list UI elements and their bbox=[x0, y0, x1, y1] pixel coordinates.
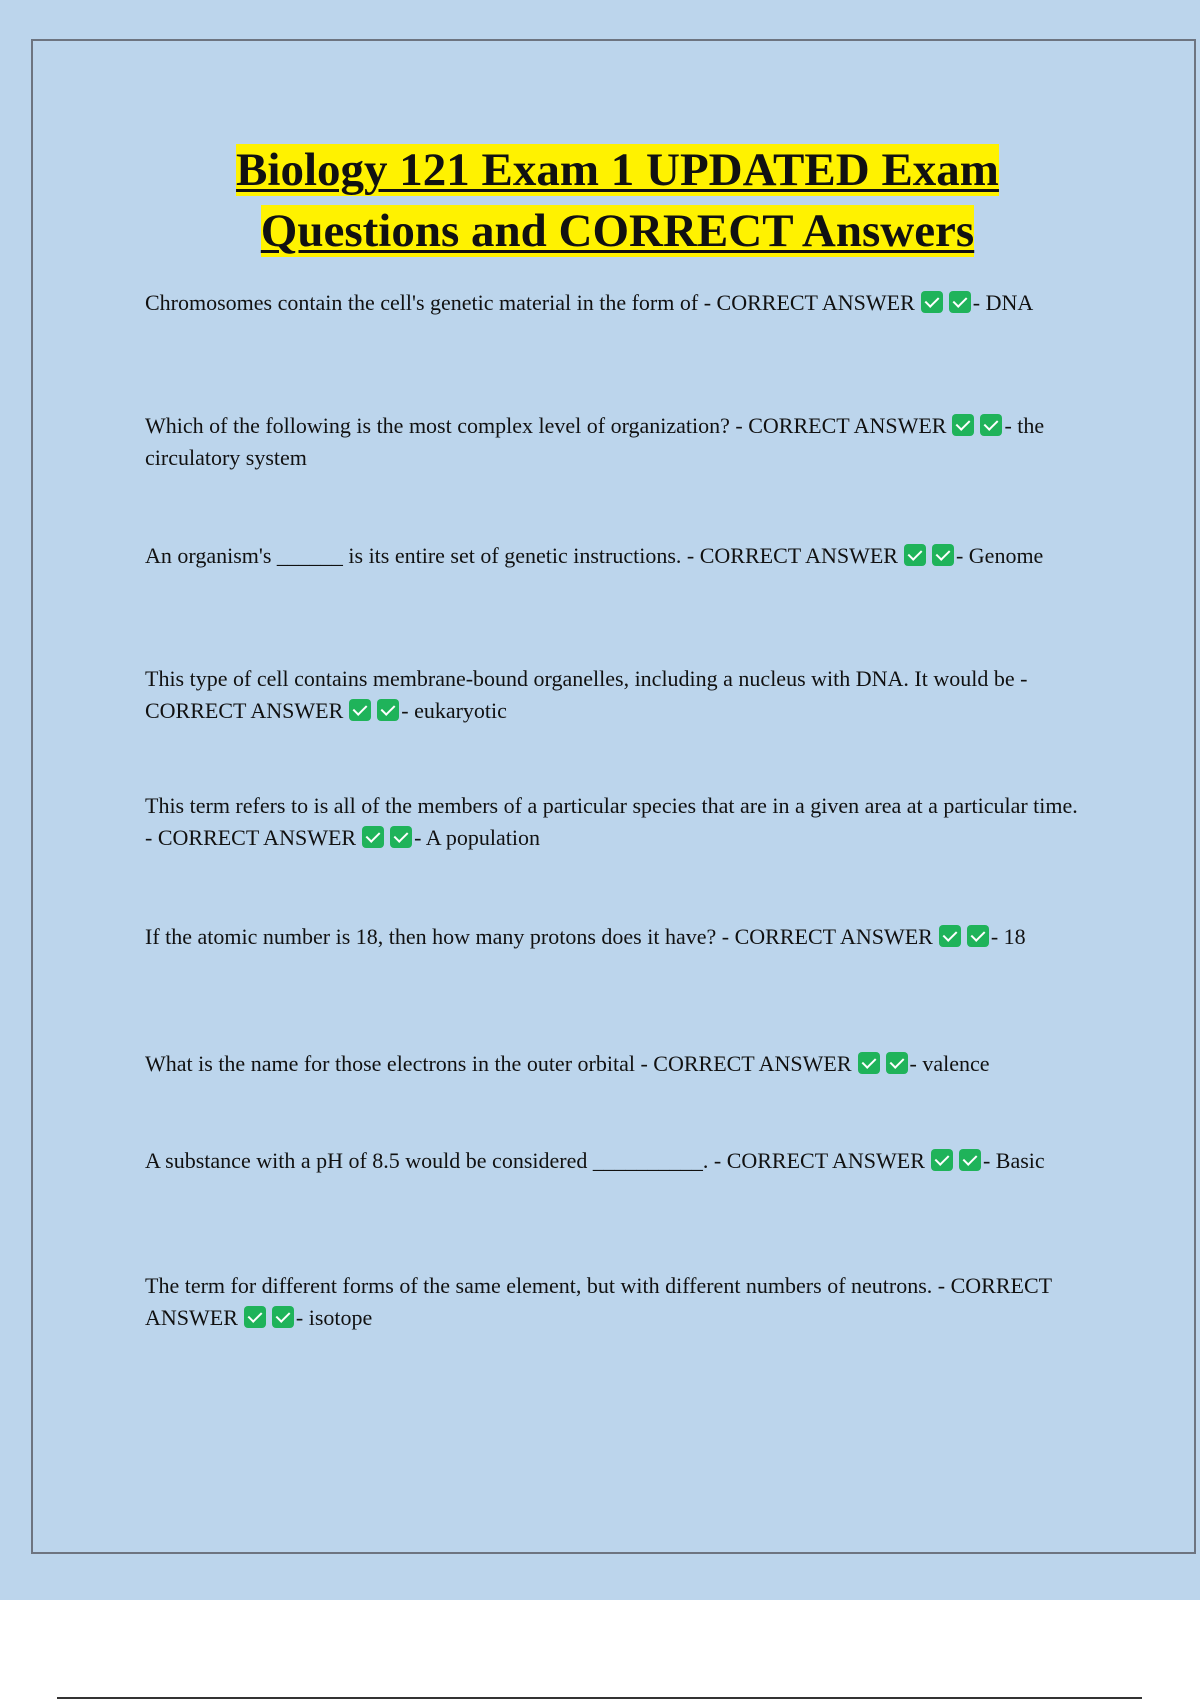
correct-answer-marker: CORRECT ANSWER bbox=[145, 1273, 1052, 1330]
check-mark-icon bbox=[932, 544, 954, 566]
check-mark-icon bbox=[858, 1052, 880, 1074]
question-text: Which of the following is the most complex level of organization? - bbox=[145, 413, 743, 438]
correct-answer-marker: CORRECT ANSWER bbox=[699, 543, 898, 568]
check-mark-icon bbox=[377, 699, 399, 721]
check-mark-icon bbox=[886, 1052, 908, 1074]
correct-answer-marker: CORRECT ANSWER bbox=[716, 290, 915, 315]
correct-answer-marker: CORRECT ANSWER bbox=[157, 825, 357, 850]
answer-text: Genome bbox=[968, 543, 1044, 568]
check-mark-icon bbox=[967, 925, 989, 947]
question-text: If the atomic number is 18, then how many protons does it have? - bbox=[145, 924, 730, 949]
title-line-2: Questions and CORRECT Answers bbox=[260, 205, 975, 257]
question-text: This term refers to is all of the members of a particular species that are in a given area at a particular time. - bbox=[145, 793, 1078, 850]
check-mark-icon bbox=[959, 1149, 981, 1171]
check-mark-icon bbox=[272, 1306, 294, 1328]
check-mark-icon bbox=[390, 826, 412, 848]
qa-item-6: If the atomic number is 18, then how many protons does it have? - CORRECT ANSWER - 18 bbox=[145, 924, 1026, 949]
check-mark-icon bbox=[362, 826, 384, 848]
correct-answer-marker: CORRECT ANSWER bbox=[653, 1051, 852, 1076]
correct-answer-marker: CORRECT ANSWER bbox=[748, 413, 947, 438]
check-mark-icon bbox=[939, 925, 961, 947]
qa-item-5: This term refers to is all of the members of a particular species that are in a given area at a particular time. - CORRECT ANSWER - A population bbox=[145, 793, 1078, 850]
qa-item-8: A substance with a pH of 8.5 would be considered __________. - CORRECT ANSWER - Basic bbox=[145, 1148, 1045, 1173]
question-text: This type of cell contains membrane-bound organelles, including a nucleus with DNA. It would be - bbox=[145, 666, 1028, 691]
check-mark-icon bbox=[952, 414, 974, 436]
footer-divider bbox=[57, 1697, 1142, 1699]
check-mark-icon bbox=[244, 1306, 266, 1328]
question-text: Chromosomes contain the cell's genetic material in the form of - bbox=[145, 290, 712, 315]
answer-text: valence bbox=[922, 1051, 990, 1076]
qa-item-4: This type of cell contains membrane-bound organelles, including a nucleus with DNA. It would be - CORRECT ANSWER - eukaryotic bbox=[145, 666, 1028, 723]
check-mark-icon bbox=[949, 291, 971, 313]
answer-text: the circulatory system bbox=[145, 413, 1045, 470]
check-mark-icon bbox=[349, 699, 371, 721]
answer-text: DNA bbox=[985, 290, 1034, 315]
question-text: A substance with a pH of 8.5 would be considered __________. - bbox=[145, 1148, 722, 1173]
answer-text: isotope bbox=[308, 1305, 373, 1330]
check-mark-icon bbox=[921, 291, 943, 313]
qa-item-7: What is the name for those electrons in the outer orbital - CORRECT ANSWER - valence bbox=[145, 1051, 990, 1076]
document-title bbox=[0, 140, 1200, 262]
question-text: The term for different forms of the same element, but with different numbers of neutrons. - bbox=[145, 1273, 946, 1298]
title-line-1: Biology 121 Exam 1 UPDATED Exam bbox=[236, 144, 999, 196]
check-mark-icon bbox=[931, 1149, 953, 1171]
correct-answer-marker: CORRECT ANSWER bbox=[145, 698, 344, 723]
question-text: What is the name for those electrons in the outer orbital - bbox=[145, 1051, 648, 1076]
correct-answer-marker: CORRECT ANSWER bbox=[734, 924, 933, 949]
answer-text: eukaryotic bbox=[414, 698, 507, 723]
question-text: An organism's ______ is its entire set of genetic instructions. - bbox=[145, 543, 695, 568]
answer-text: A population bbox=[425, 825, 540, 850]
check-mark-icon bbox=[980, 414, 1002, 436]
qa-item-3: An organism's ______ is its entire set of genetic instructions. - CORRECT ANSWER - Genome bbox=[145, 543, 1044, 568]
qa-item-1: Chromosomes contain the cell's genetic material in the form of - CORRECT ANSWER - DNA bbox=[145, 290, 1034, 315]
check-mark-icon bbox=[904, 544, 926, 566]
qa-item-2: Which of the following is the most complex level of organization? - CORRECT ANSWER - the circulatory system bbox=[145, 413, 1045, 470]
qa-item-9: The term for different forms of the same element, but with different numbers of neutrons. - CORRECT ANSWER - isotope bbox=[145, 1273, 1052, 1330]
correct-answer-marker: CORRECT ANSWER bbox=[726, 1148, 925, 1173]
answer-text: 18 bbox=[1003, 924, 1026, 949]
answer-text: Basic bbox=[995, 1148, 1045, 1173]
